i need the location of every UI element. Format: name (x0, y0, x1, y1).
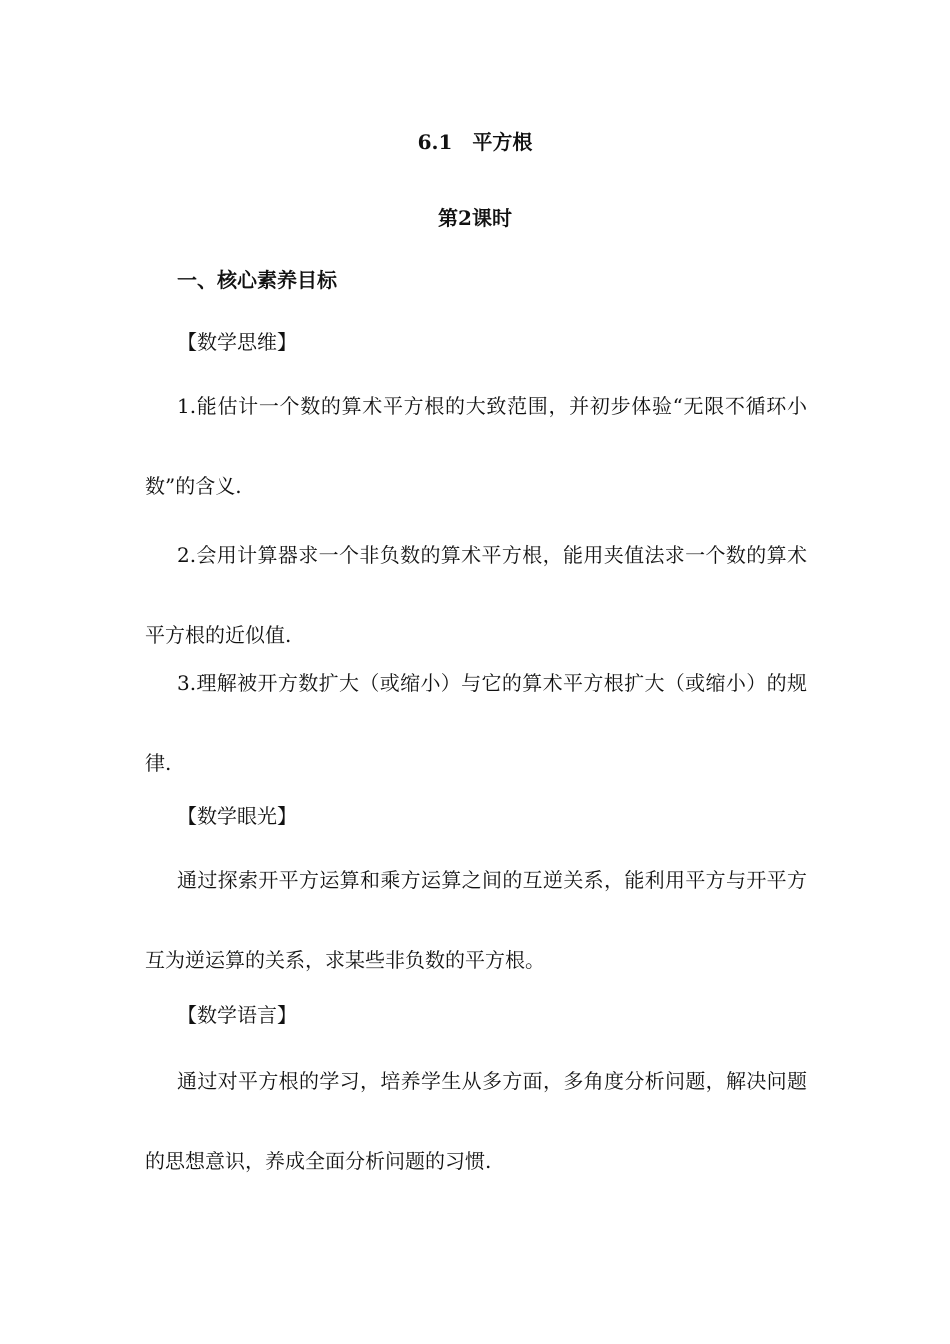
lesson-subtitle: 第2课时 (438, 206, 512, 230)
tag-math-language: 【数学语言】 (177, 1003, 297, 1027)
paragraph-thinking-1: 1.能估计一个数的算术平方根的大致范围，并初步体验“无限不循环小数”的含义. (145, 394, 807, 498)
paragraph-vision-1: 通过探索开平方运算和乘方运算之间的互逆关系，能利用平方与开平方互为逆运算的关系，求某些非负数的平方根。 (145, 868, 807, 972)
page-title: 6.1 平方根 (417, 130, 533, 154)
section-heading: 一、核心素养目标 (177, 268, 337, 292)
paragraph-thinking-2: 2.会用计算器求一个非负数的算术平方根，能用夹值法求一个数的算术平方根的近似值. (145, 543, 807, 647)
tag-math-thinking: 【数学思维】 (177, 330, 297, 354)
paragraph-language-1: 通过对平方根的学习，培养学生从多方面，多角度分析问题，解决问题的思想意识，养成全面分析问题的习惯. (145, 1069, 807, 1173)
tag-math-vision: 【数学眼光】 (177, 804, 297, 828)
paragraph-thinking-3: 3.理解被开方数扩大（或缩小）与它的算术平方根扩大（或缩小）的规律. (145, 671, 807, 775)
